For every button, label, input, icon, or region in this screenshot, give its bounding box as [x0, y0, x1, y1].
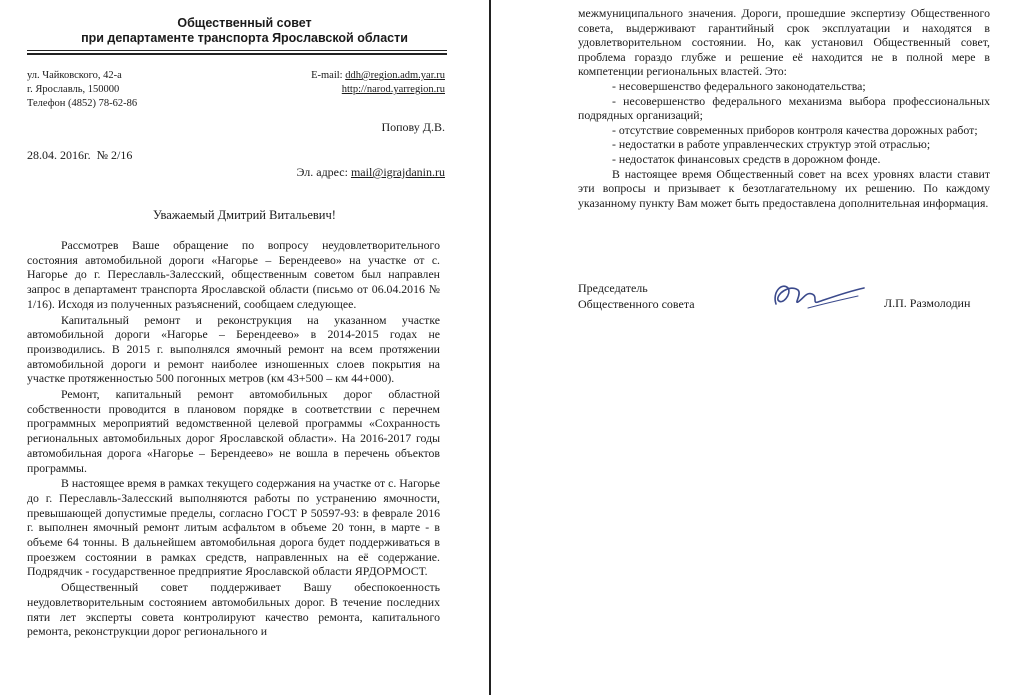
closing-paragraph: В настоящее время Общественный совет на всех уровнях власти ставит эти вопросы и призывает к безотлагательному их решению. По каждому указанному пункту Вам может быть предоставлена дополнительная информация. — [578, 166, 990, 210]
org-name: Общественный совет — [177, 16, 312, 30]
signatory-title-line2: Общественного совета — [578, 297, 695, 311]
salutation: Уважаемый Дмитрий Витальевич! — [153, 208, 336, 222]
letter-page-1 — [0, 0, 489, 695]
address-phone: Телефон (4852) 78-62-86 — [27, 98, 138, 109]
sender-email-link[interactable]: ddh@region.adm.yar.ru — [345, 70, 445, 81]
header-rule-thick — [27, 53, 447, 55]
body-paragraph: Ремонт, капитальный ремонт автомобильных дорог областной собственности проводится в плановом порядке в соответствии с перечнем программных мероприятий ведомственной целевой программы «Сохранность региональных автомобильных дорог Ярославской области». На 2016-2017 годы автомобильная дорога «Нагорье – Берендеево» не вошла в перечень объектов программы. — [27, 387, 440, 475]
address-street: ул. Чайковского, 42-а — [27, 70, 122, 81]
letter-date-number: 28.04. 2016г. № 2/16 — [27, 148, 133, 162]
body-paragraph: Капитальный ремонт и реконструкция на указанном участке автомобильной дороги «Нагорье – Берендеево» в 2014-2015 годах не производились. В 2015 г. выполнялся ямочный ремонт на всем протяжении автомобильной дороги и ремонт наиболее изношенных слоев покрытия на участке протяженностью 500 погонных метров (км 43+500 – км 44+000). — [27, 312, 440, 386]
signatory-title-line1: Председатель — [578, 281, 648, 295]
org-subtitle: при департаменте транспорта Ярославской области — [81, 31, 408, 45]
letter-body — [27, 238, 440, 640]
list-item: - несовершенство федерального механизма выбора профессиональных подрядных организаций; — [578, 93, 990, 123]
letter-body-continued — [578, 6, 990, 210]
website-link[interactable]: http://narod.yarregion.ru — [341, 84, 445, 95]
list-item: - недостаток финансовых средств в дорожном фонде. — [612, 151, 881, 166]
body-paragraph: В настоящее время в рамках текущего содержания на участке от с. Нагорье до г. Переславль-Залесский выполняются работы по устранению ямочности, превышающей допустимые пределы, согласно ГОСТ Р 50597-93: в феврале 2016 г. выполнен ямочный ремонт литым асфальтом в объеме 20 тонн, в марте - в объеме 64 тонны. В дальнейшем автомобильная дорога будет поддерживаться в проезжем состоянии в рамках средств, направленных на её содержание. Подрядчик - государственное предприятие Ярославской области ЯРДОРМОСТ. — [27, 476, 440, 579]
recipient-email-label: Эл. адрес: — [296, 165, 351, 179]
email-label: E-mail: — [311, 70, 346, 81]
list-item: - недостатки в работе управленческих структур этой отраслью; — [612, 137, 931, 152]
handwritten-signature — [768, 278, 868, 314]
signatory-name: Л.П. Размолодин — [884, 296, 971, 310]
recipient-name: Попову Д.В. — [381, 120, 445, 134]
header-rule-thin — [27, 50, 447, 51]
sender-contacts — [311, 69, 445, 97]
list-item: - отсутствие современных приборов контроля качества дорожных работ; — [612, 122, 978, 137]
continuation-paragraph: межмуниципального значения. Дороги, прошедшие экспертизу Общественного совета, выдерживают гарантийный срок эксплуатации и находятся в удовлетворительном состоянии. Но, как установил Общественный совет, проблема гораздо глубже и решение её находится не в полной мере в компетенции региональных властей. Это: — [578, 6, 990, 79]
list-item: - несовершенство федерального законодательства; — [612, 78, 866, 93]
body-paragraph: Общественный совет поддерживает Вашу обеспокоенность неудовлетворительным состоянием автомобильных дорог. В течение последних пяти лет эксперты совета контролируют качество ремонта, капитального ремонта, реконструкции дорог регионального и — [27, 580, 440, 639]
recipient-email-link[interactable]: mail@igrajdanin.ru — [350, 165, 445, 179]
address-city: г. Ярославль, 150000 — [27, 84, 120, 95]
body-paragraph: Рассмотрев Ваше обращение по вопросу неудовлетворительного состояния автомобильной дороги «Нагорье – Берендеево» на участке от с. Нагорье до г. Переславль-Залесский, общественным советом был направлен запрос в департамент транспорта Ярославской области (письмо от 06.04.2016 № 1/16). Исходя из полученных разъяснений, сообщаем следующее. — [27, 238, 440, 311]
signatory-title — [578, 280, 695, 312]
recipient-email — [297, 165, 446, 180]
sender-address — [27, 69, 137, 111]
